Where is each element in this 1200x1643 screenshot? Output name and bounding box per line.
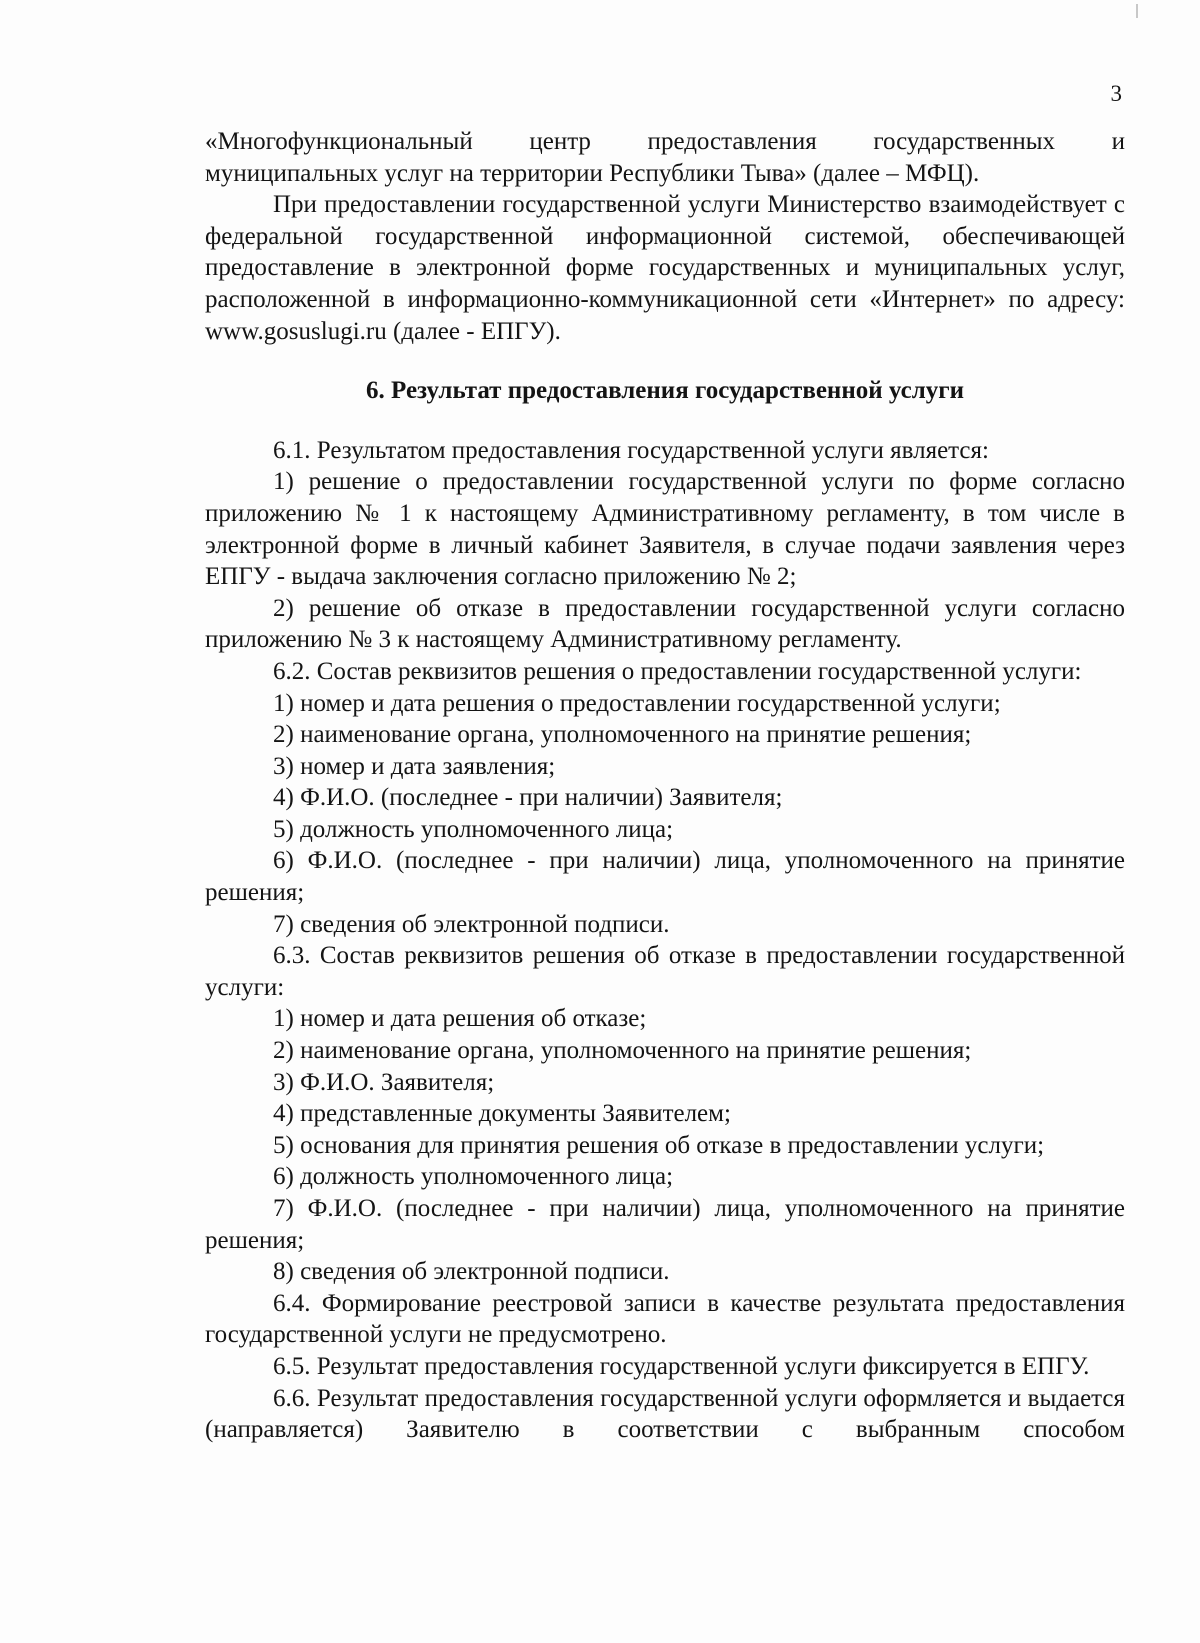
paragraph-6-3: 6.3. Состав реквизитов решения об отказе в предоставлении государственной услуги: [205,942,1125,1001]
list-item: 8) сведения об электронной подписи. [273,1258,670,1286]
paragraph-6-5: 6.5. Результат предоставления государственной услуги фиксируется в ЕПГУ. [273,1352,1090,1380]
paragraph-6-4: 6.4. Формирование реестровой записи в качестве результата предоставления государственной услуги не предусмотрено. [205,1289,1125,1349]
paragraph-6-2: 6.2. Состав реквизитов решения о предоставлении государственной услуги: [273,657,1082,685]
section-heading: 6. Результат предоставления государственной услуги [366,377,964,405]
intro-line-2: муниципальных услуг на территории Республики Тыва» (далее – МФЦ). [205,159,980,187]
list-item: 5) основания для принятия решения об отказе в предоставлении услуги; [273,1131,1045,1159]
list-item: 1) решение о предоставлении государственной услуги по форме согласно приложению № 1 к настоящему Административному регламенту, в том числе в электронной форме в личный кабинет Заявителя, в случае подачи заявления через ЕПГУ - выдача заключения согласно приложению № 2; [205,468,1125,591]
list-item: 1) номер и дата решения о предоставлении государственной услуги; [273,689,1001,717]
list-item: 5) должность уполномоченного лица; [273,815,674,843]
list-item: 6) Ф.И.О. (последнее - при наличии) лица, уполномоченного на принятие решения; [205,847,1125,907]
list-item: 4) представленные документы Заявителем; [273,1100,731,1128]
list-item: 4) Ф.И.О. (последнее - при наличии) Заявителя; [273,784,783,812]
document-body [205,126,1125,1446]
list-item: 7) Ф.И.О. (последнее - при наличии) лица, уполномоченного на принятие решения; [205,1195,1125,1254]
list-item: 2) решение об отказе в предоставлении государственной услуги согласно приложению № 3 к настоящему Административному регламенту. [205,594,1125,654]
list-item: 2) наименование органа, уполномоченного на принятие решения; [273,1037,972,1065]
list-item: 2) наименование органа, уполномоченного на принятие решения; [273,721,972,749]
scan-artifact [1136,4,1138,18]
list-item: 3) номер и дата заявления; [273,752,556,780]
intro-line-1: «Многофункциональный центр предоставления государственных и [205,128,1125,155]
list-item: 3) Ф.И.О. Заявителя; [273,1068,495,1096]
paragraph-epgu: При предоставлении государственной услуги Министерство взаимодействует с федеральной государственной информационной системой, обеспечивающей предоставление в электронной форме государственных и муниципальных услуг, расположенной в информационно-коммуникационной сети «Интернет» по адресу: www.gosuslugi.ru (далее - ЕПГУ). [205,191,1125,345]
paragraph-6-6: 6.6. Результат предоставления государственной услуги оформляется и выдается (направляется) Заявителю в соответствии с выбранным способом [205,1384,1125,1444]
page-number: 3 [1110,81,1122,106]
list-item: 1) номер и дата решения об отказе; [273,1005,647,1033]
paragraph-6-1: 6.1. Результатом предоставления государственной услуги является: [273,436,989,464]
list-item: 6) должность уполномоченного лица; [273,1163,674,1191]
list-item: 7) сведения об электронной подписи. [273,910,670,938]
